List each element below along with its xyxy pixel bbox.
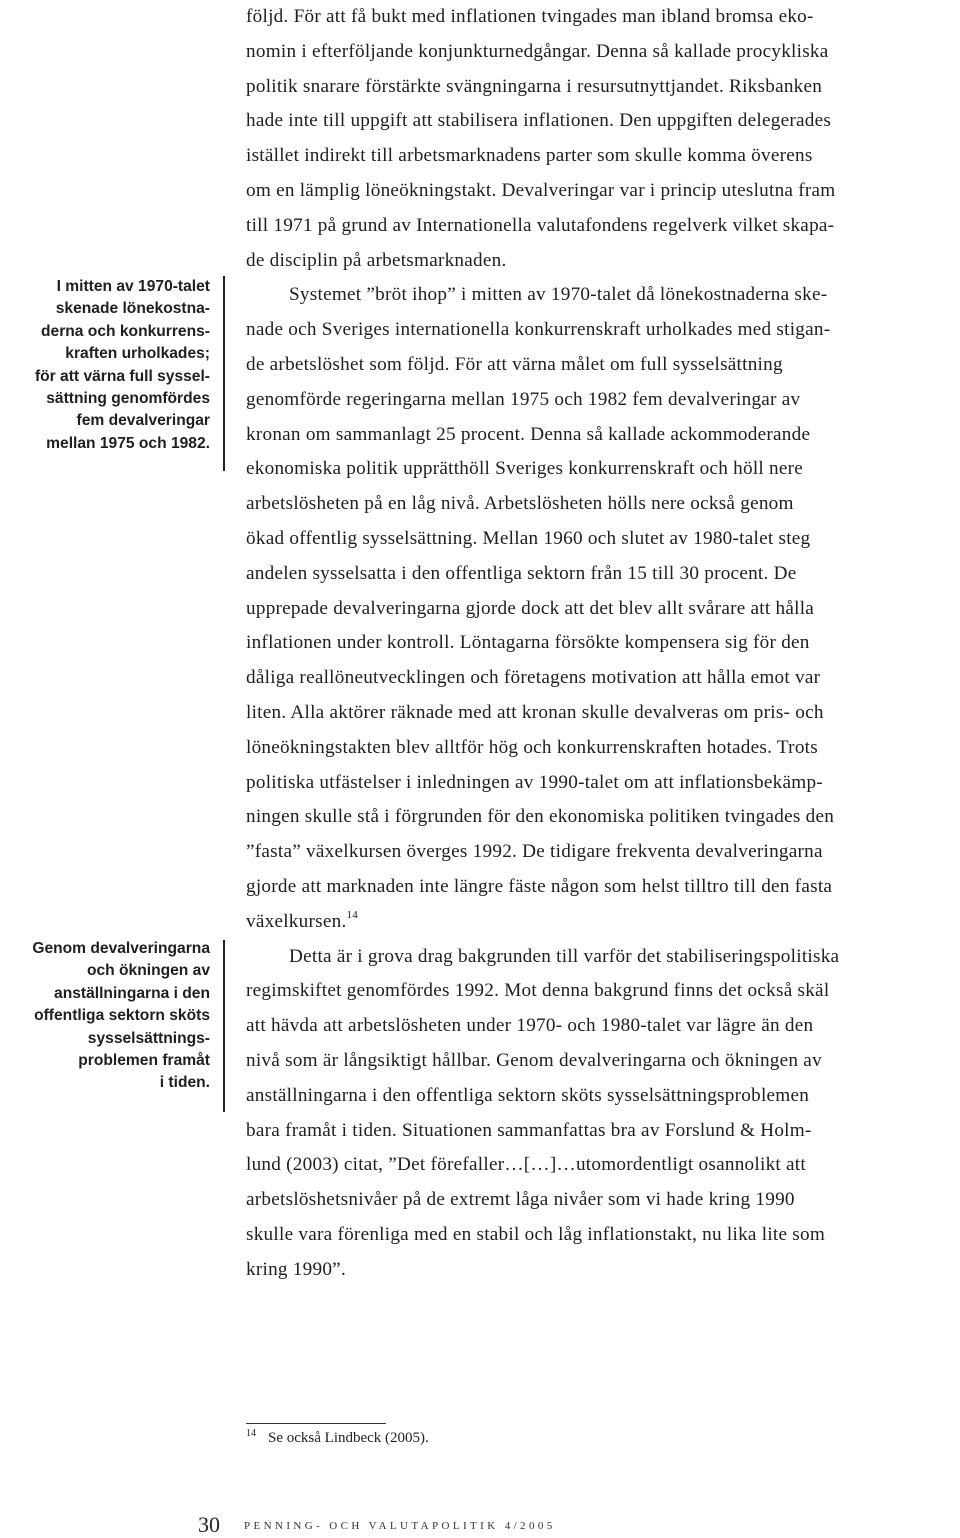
body-line: Systemet ”bröt ihop” i mitten av 1970-talet då lönekostnaderna ske-: [289, 284, 828, 306]
footnote-divider: [246, 1423, 386, 1424]
body-line: istället indirekt till arbetsmarknadens parter som skulle komma överens: [246, 145, 813, 167]
body-line: ekonomiska politik upprätthöll Sveriges konkurrenskraft och höll nere: [246, 458, 804, 480]
body-line: regimskiftet genomfördes 1992. Mot denna bakgrund finns det också skäl: [246, 980, 830, 1002]
pull-quote-rule: [223, 940, 225, 1112]
pull-quote-line: offentliga sektorn sköts: [34, 1007, 210, 1025]
body-line: löneökningstakten blev alltför hög och konkurrenskraften hotades. Trots: [246, 736, 818, 758]
body-line: genomförde regeringarna mellan 1975 och 1982 fem devalveringar av: [246, 388, 801, 410]
body-line: politik snarare förstärkte svängningarna i resursutnyttjandet. Riksbanken: [246, 75, 823, 97]
body-line: ökad offentlig sysselsättning. Mellan 1960 och slutet av 1980-talet steg: [246, 527, 811, 549]
body-line: politiska utfästelser i inledningen av 1990-talet om att inflationsbekämp-: [246, 771, 823, 793]
footnote-text: Se också Lindbeck (2005).: [268, 1430, 429, 1446]
body-line-text: växelkursen.: [246, 910, 347, 932]
body-line: dåliga reallöneutvecklingen och företagens motivation att hålla emot var: [246, 667, 821, 689]
pull-quote-line: kraften urholkades;: [65, 345, 210, 363]
body-line: nade och Sveriges internationella konkurrenskraft urholkades med stigan-: [246, 319, 831, 341]
body-line: kring 1990”.: [246, 1258, 346, 1280]
body-line: arbetslöshetsnivåer på de extremt låga nivåer som vi hade kring 1990: [246, 1189, 795, 1211]
pull-quote-1: [0, 276, 210, 455]
page-number: 30: [198, 1512, 220, 1537]
body-line: upprepade devalveringarna gjorde dock att det blev allt svårare att hålla: [246, 597, 815, 619]
article-body: [246, 0, 958, 1287]
footnote-reference: 14: [346, 908, 359, 921]
body-line-with-footnote: [246, 905, 958, 940]
pull-quote-line: anställningarna i den: [54, 984, 210, 1002]
body-line: nivå som är långsiktigt hållbar. Genom devalveringarna och ökningen av: [246, 1049, 822, 1071]
body-line: inflationen under kontroll. Löntagarna försökte kompensera sig för den: [246, 632, 810, 654]
pull-quote-line: och ökningen av: [86, 962, 210, 980]
body-line: ”fasta” växelkursen överges 1992. De tidigare frekventa devalveringarna: [246, 841, 823, 863]
body-line: till 1971 på grund av Internationella valutafondens regelverk vilket skapa-: [246, 214, 835, 236]
body-line: att hävda att arbetslösheten under 1970- och 1980-talet var lägre än den: [246, 1015, 814, 1037]
body-line: nomin i efterföljande konjunkturnedgångar. Denna så kallade procykliska: [246, 40, 829, 62]
pull-quote-line: Genom devalveringarna: [32, 940, 210, 957]
pull-quote-line: för att värna full syssel-: [34, 367, 210, 385]
body-line: skulle vara förenliga med en stabil och låg inflationstakt, nu lika lite som: [246, 1223, 826, 1245]
pull-quote-line: derna och konkurrens-: [41, 322, 210, 340]
pull-quote-2: [0, 938, 210, 1095]
body-line: liten. Alla aktörer räknade med att kronan skulle devalveras om pris- och: [246, 701, 824, 723]
body-line: bara framåt i tiden. Situationen sammanfattas bra av Forslund & Holm-: [246, 1119, 812, 1141]
body-line: hade inte till uppgift att stabilisera inflationen. Den uppgiften delegerades: [246, 110, 832, 132]
pull-quote-line: sättning genomfördes: [46, 390, 210, 408]
footnote: [246, 1428, 429, 1447]
pull-quote-line: skenade lönekostna-: [55, 300, 210, 318]
body-line: Detta är i grova drag bakgrunden till varför det stabiliseringspolitiska: [289, 945, 840, 967]
body-line: ningen skulle stå i förgrunden för den ekonomiska politiken tvingades den: [246, 806, 835, 828]
pull-quote-line: mellan 1975 och 1982.: [46, 434, 210, 452]
body-line: anställningarna i den offentliga sektorn sköts sysselsättningsproblemen: [246, 1084, 810, 1106]
body-line: om en lämplig löneökningstakt. Devalveringar var i princip uteslutna fram: [246, 179, 836, 201]
pull-quote-line: i tiden.: [159, 1074, 210, 1092]
pull-quote-line: I mitten av 1970-talet: [56, 278, 210, 295]
body-line: andelen sysselsatta i den offentliga sektorn från 15 till 30 procent. De: [246, 562, 797, 584]
body-line: kronan om sammanlagt 25 procent. Denna så kallade ackommoderande: [246, 423, 811, 445]
body-line: arbetslösheten på en låg nivå. Arbetslösheten hölls nere också genom: [246, 493, 794, 515]
pull-quote-line: problemen framåt: [78, 1052, 210, 1070]
body-line: de arbetslöshet som följd. För att värna målet om full sysselsättning: [246, 353, 783, 375]
body-line: följd. För att få bukt med inflationen tvingades man ibland bromsa eko-: [246, 6, 814, 27]
footnote-number: 14: [246, 1428, 256, 1439]
pull-quote-line: sysselsättnings-: [87, 1029, 210, 1047]
pull-quote-line: fem devalveringar: [76, 412, 210, 430]
body-line: lund (2003) citat, ”Det förefaller…[…]…utomordentligt osannolikt att: [246, 1154, 806, 1176]
body-line: gjorde att marknaden inte längre fäste någon som helst tilltro till den fasta: [246, 875, 833, 897]
pull-quote-rule: [223, 276, 225, 471]
running-footer: PENNING- OCH VALUTAPOLITIK 4/2005: [244, 1520, 556, 1532]
body-line: de disciplin på arbetsmarknaden.: [246, 249, 507, 271]
